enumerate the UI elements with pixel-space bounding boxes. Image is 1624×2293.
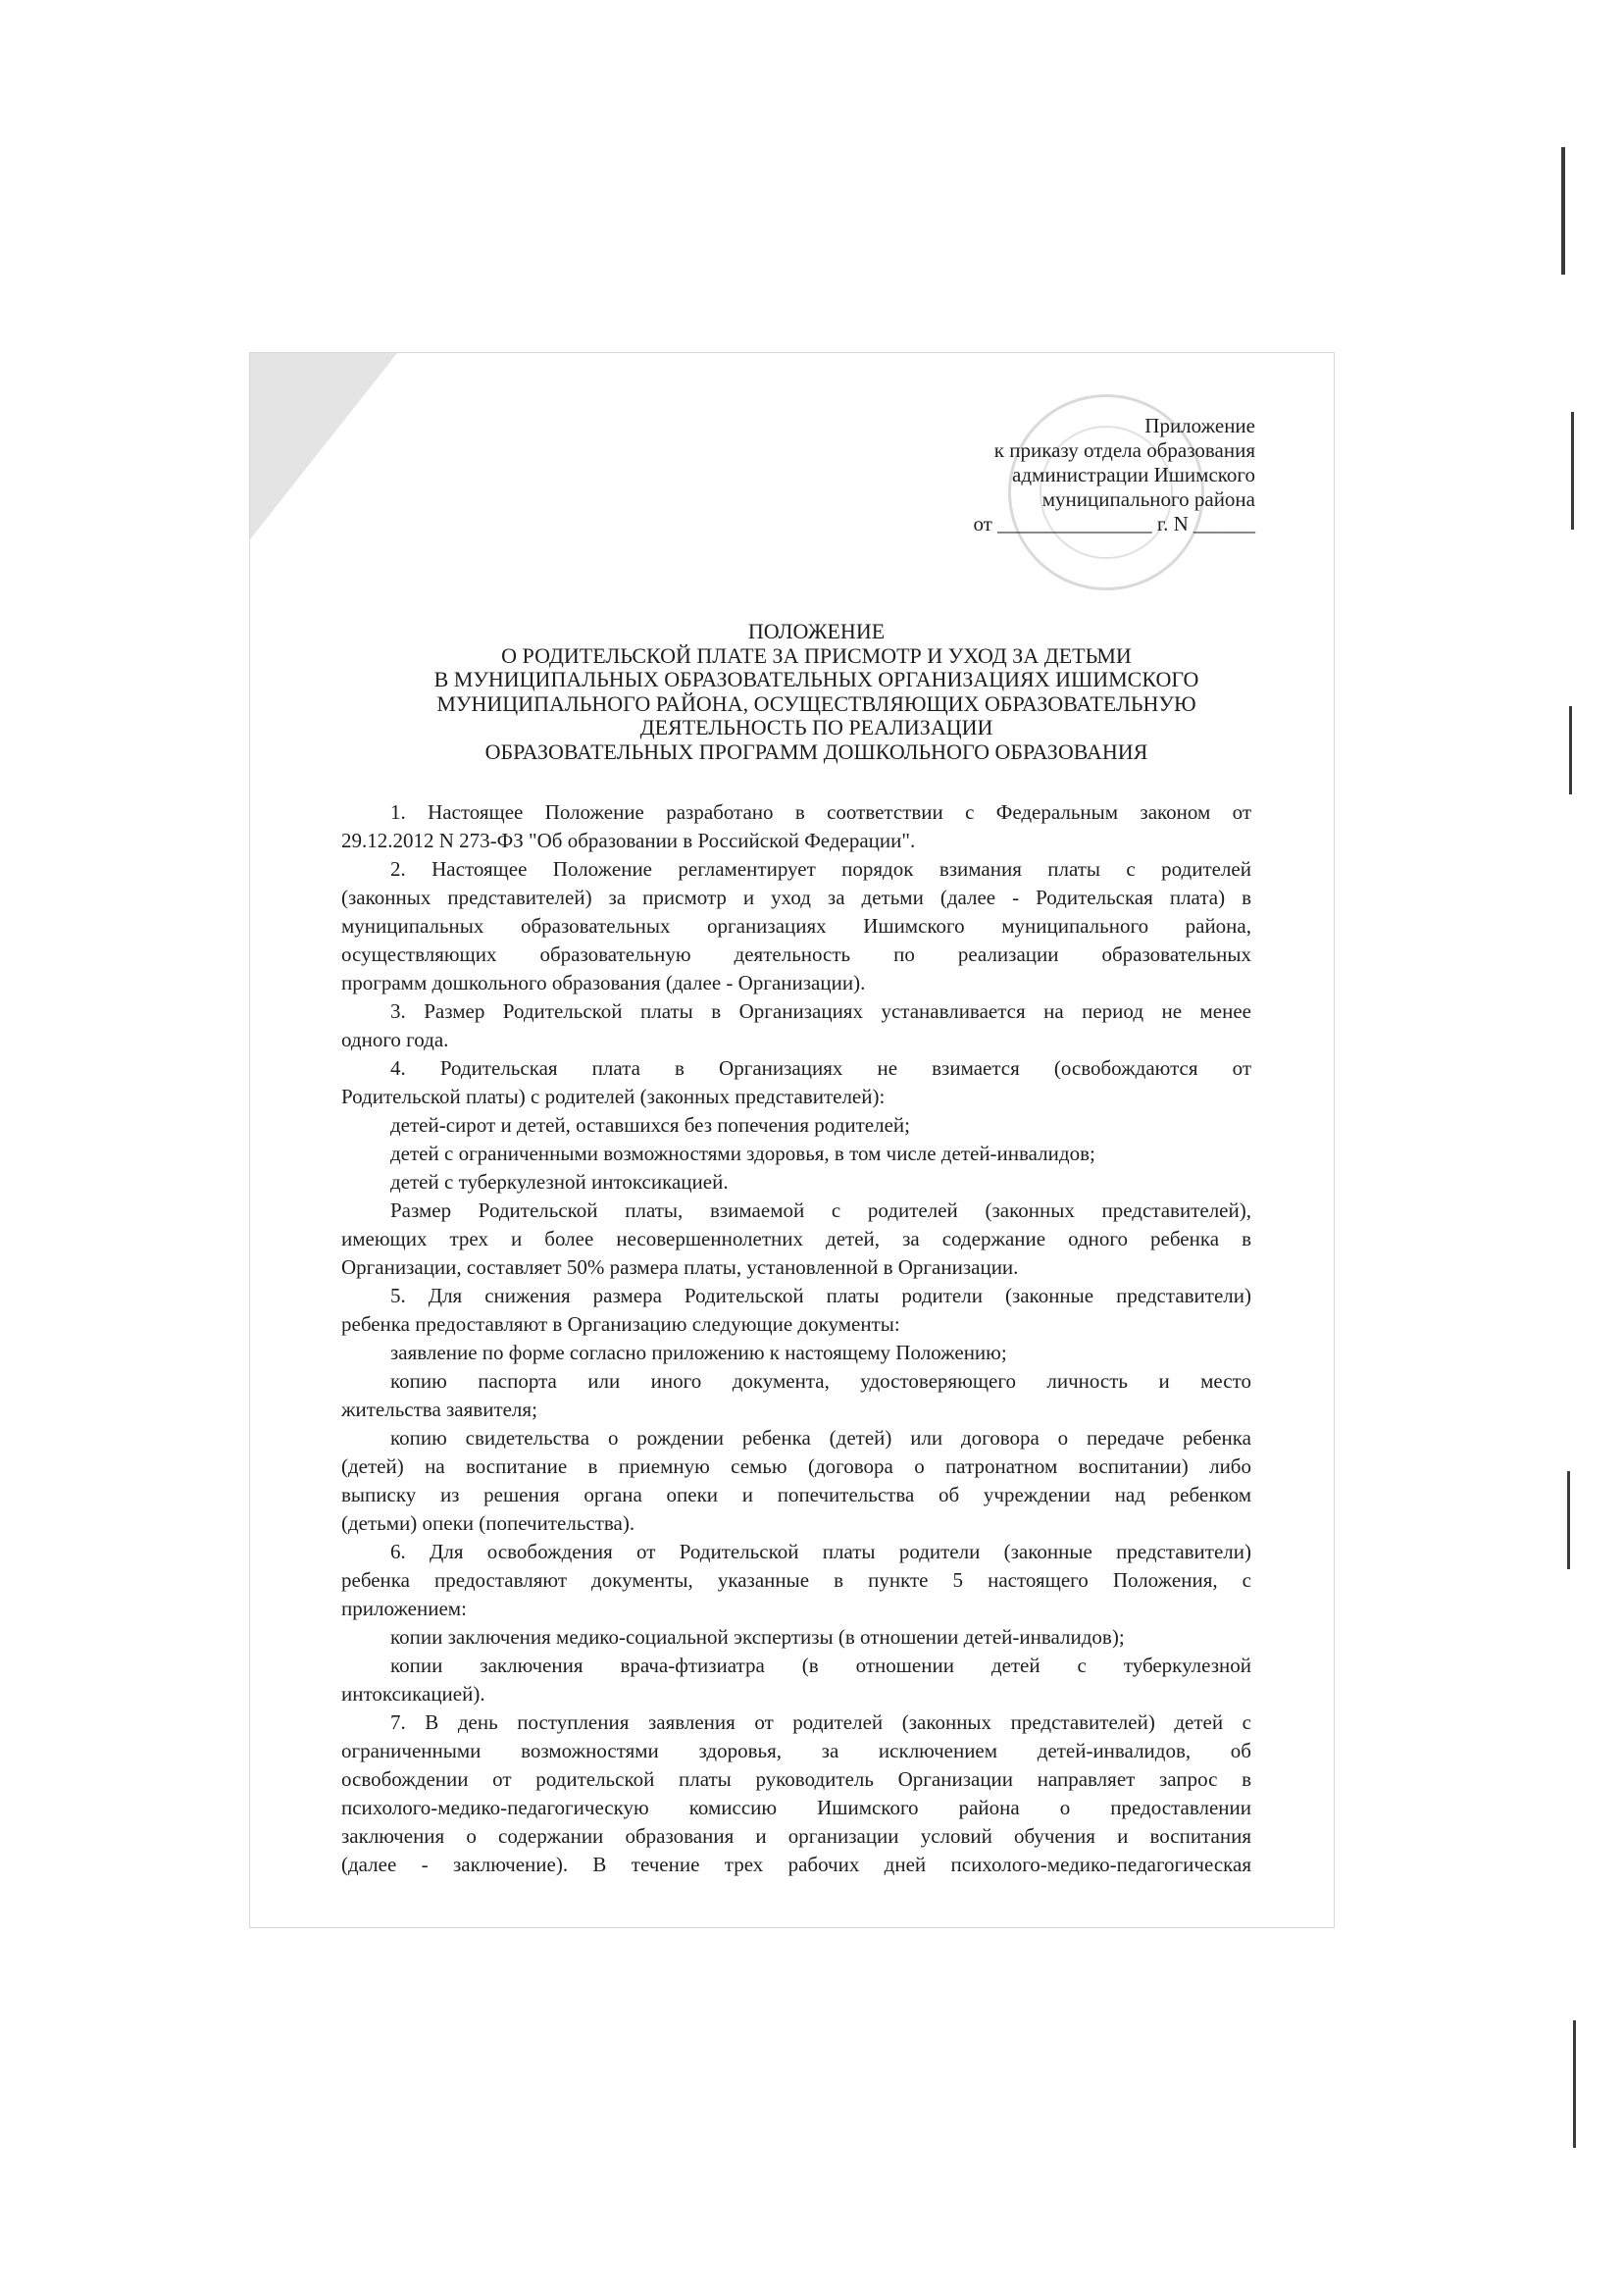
body-line: жительства заявителя; xyxy=(341,1398,537,1421)
title-line: ДЕЯТЕЛЬНОСТЬ ПО РЕАЛИЗАЦИИ xyxy=(639,715,993,739)
body-line: Размер Родительской платы, взимаемой с родителей (законных представителей), xyxy=(390,1198,1251,1222)
body-line: 3. Размер Родительской платы в Организациях устанавливается на период не менее xyxy=(390,999,1251,1023)
page-fold-shadow xyxy=(250,353,397,539)
body-line: освобождении от родительской платы руководитель Организации направляет запрос в xyxy=(341,1767,1251,1791)
body-line: детей-сирот и детей, оставшихся без попечения родителей; xyxy=(390,1113,910,1137)
appendix-line: администрации Ишимского xyxy=(1012,463,1255,486)
body-line: детей с ограниченными возможностями здоровья, в том числе детей-инвалидов; xyxy=(390,1142,1095,1165)
body-line: 4. Родительская плата в Организациях не взимается (освобождаются от xyxy=(390,1056,1251,1080)
body-line: копию паспорта или иного документа, удостоверяющего личность и место xyxy=(390,1369,1251,1393)
appendix-header xyxy=(883,414,1255,536)
body-line: муниципальных образовательных организациях Ишимского муниципального района, xyxy=(341,914,1251,938)
body-line: 1. Настоящее Положение разработано в соответствии с Федеральным законом от xyxy=(390,800,1251,824)
body-line: заявление по форме согласно приложению к настоящему Положению; xyxy=(390,1341,1007,1364)
appendix-line: Приложение xyxy=(1144,414,1255,437)
body-line: (далее - заключение). В течение трех рабочих дней психолого-медико-педагогическая xyxy=(341,1853,1251,1876)
body-line: программ дошкольного образования (далее - Организации). xyxy=(341,971,866,994)
body-line: (детей) на воспитание в приемную семью (договора о патронатном воспитании) либо xyxy=(341,1454,1251,1478)
scan-edge-mark xyxy=(1571,412,1574,530)
body-line: Организации, составляет 50% размера платы, установленной в Организации. xyxy=(341,1255,1019,1279)
scan-edge-mark xyxy=(1569,706,1572,794)
body-line: 6. Для освобождения от Родительской платы родители (законные представители) xyxy=(390,1540,1251,1563)
body-line: копию свидетельства о рождении ребенка (детей) или договора о передаче ребенка xyxy=(390,1426,1251,1450)
body-line: копии заключения медико-социальной экспертизы (в отношении детей-инвалидов); xyxy=(390,1625,1125,1649)
document-body xyxy=(341,798,1251,1879)
body-line: Родительской платы) с родителей (законных представителей): xyxy=(341,1085,886,1108)
body-line: одного года. xyxy=(341,1028,449,1051)
title-line: ОБРАЗОВАТЕЛЬНЫХ ПРОГРАММ ДОШКОЛЬНОГО ОБРАЗОВАНИЯ xyxy=(484,739,1148,764)
body-line: осуществляющих образовательную деятельность по реализации образовательных xyxy=(341,943,1251,966)
body-line: (детьми) опеки (попечительства). xyxy=(341,1511,635,1535)
body-line: 2. Настоящее Положение регламентирует порядок взимания платы с родителей xyxy=(390,857,1251,881)
body-line: 29.12.2012 N 273-ФЗ "Об образовании в Российской Федерации". xyxy=(341,829,916,852)
body-line: заключения о содержании образования и организации условий обучения и воспитания xyxy=(341,1824,1251,1848)
appendix-line: от _______________ г. N ______ xyxy=(973,512,1255,535)
body-line: ограниченными возможностями здоровья, за исключением детей-инвалидов, об xyxy=(341,1739,1251,1762)
body-line: ребенка предоставляют в Организацию следующие документы: xyxy=(341,1312,900,1336)
title-line: ПОЛОЖЕНИЕ xyxy=(747,619,886,643)
body-line: 7. В день поступления заявления от родителей (законных представителей) детей с xyxy=(390,1710,1251,1734)
body-line: выписку из решения органа опеки и попечительства об учреждении над ребенком xyxy=(341,1483,1251,1506)
body-line: имеющих трех и более несовершеннолетних детей, за содержание одного ребенка в xyxy=(341,1227,1251,1250)
body-line: копии заключения врача-фтизиатра (в отношении детей с туберкулезной xyxy=(390,1654,1251,1677)
document-title xyxy=(294,620,1339,764)
body-line: детей с туберкулезной интоксикацией. xyxy=(390,1170,729,1194)
scan-edge-mark xyxy=(1561,147,1565,275)
title-line: В МУНИЦИПАЛЬНЫХ ОБРАЗОВАТЕЛЬНЫХ ОРГАНИЗАЦИЯХ ИШИМСКОГО xyxy=(433,667,1199,691)
body-line: ребенка предоставляют документы, указанные в пункте 5 настоящего Положения, с xyxy=(341,1568,1251,1592)
scan-edge-mark xyxy=(1567,1471,1570,1569)
body-line: 5. Для снижения размера Родительской платы родители (законные представители) xyxy=(390,1284,1251,1307)
appendix-line: к приказу отдела образования xyxy=(993,438,1255,462)
body-line: интоксикацией). xyxy=(341,1682,485,1706)
title-line: МУНИЦИПАЛЬНОГО РАЙОНА, ОСУЩЕСТВЛЯЮЩИХ ОБРАЗОВАТЕЛЬНУЮ xyxy=(436,690,1196,716)
body-line: приложением: xyxy=(341,1597,467,1620)
scan-edge-mark xyxy=(1573,2020,1576,2148)
appendix-line: муниципального района xyxy=(1041,487,1255,511)
title-line: О РОДИТЕЛЬСКОЙ ПЛАТЕ ЗА ПРИСМОТР И УХОД ЗА ДЕТЬМИ xyxy=(501,642,1132,668)
body-line: психолого-медико-педагогическую комиссию Ишимского района о предоставлении xyxy=(341,1796,1251,1819)
body-line: (законных представителей) за присмотр и уход за детьми (далее - Родительская плата) в xyxy=(341,886,1251,909)
